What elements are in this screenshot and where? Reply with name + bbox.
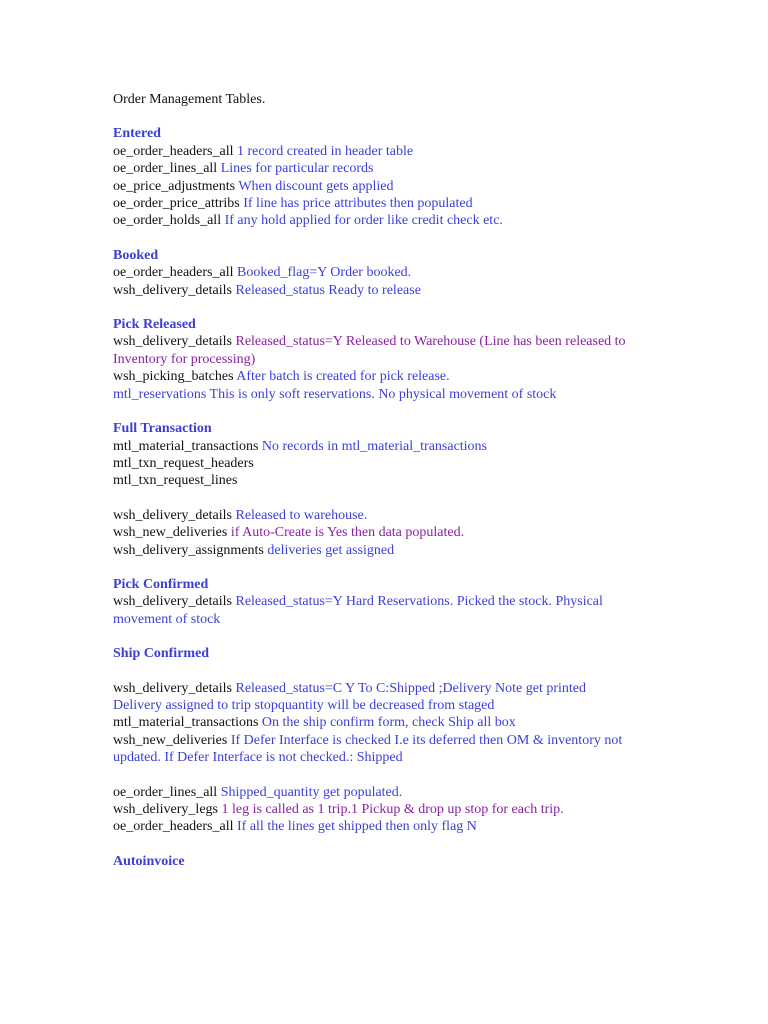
- section-entered: [113, 125, 658, 229]
- table-name: wsh_delivery_details: [113, 334, 232, 350]
- entry-line: [113, 524, 658, 541]
- table-name: wsh_new_deliveries: [113, 525, 228, 541]
- table-name: wsh_delivery_legs: [113, 802, 218, 817]
- paragraph-gap: [113, 767, 658, 784]
- section-pick-released: [113, 316, 658, 403]
- section-heading-entered: Entered: [113, 126, 161, 142]
- document-body: [113, 91, 658, 887]
- table-name: mtl_material_transactions: [113, 438, 259, 454]
- paragraph-gap: [113, 490, 658, 507]
- section-heading-pick-confirmed: Pick Confirmed: [113, 576, 209, 592]
- table-name: oe_order_lines_all: [113, 784, 218, 800]
- section-heading-ship-confirmed: Ship Confirmed: [113, 646, 210, 662]
- table-description: Booked_flag=Y Order booked.: [237, 265, 412, 281]
- section-heading-pick-released: Pick Released: [113, 317, 196, 333]
- entry-line: [113, 333, 658, 368]
- section-ship-confirmed: [113, 645, 658, 836]
- table-description: 1 leg is called as 1 trip.1 Pickup & drop up stop for each trip.: [221, 802, 564, 817]
- entry-line: [113, 212, 658, 229]
- table-name: oe_order_lines_all: [113, 161, 218, 177]
- entry-line: [113, 143, 658, 160]
- entry-line: [113, 784, 658, 801]
- entry-line: [113, 732, 658, 767]
- entry-line: [113, 282, 658, 299]
- table-description: No records in mtl_material_transactions: [261, 438, 488, 454]
- section-full-transaction: [113, 420, 658, 559]
- document-title: Order Management Tables.: [113, 92, 266, 107]
- entry-line: [113, 264, 658, 281]
- table-name: oe_order_headers_all: [113, 143, 234, 159]
- section-heading-autoinvoice: Autoinvoice: [113, 853, 185, 869]
- table-description: If Defer Interface is checked I.e its deferred then OM & inventory not updated. If Defer Interface is not checked.: Shipped: [113, 732, 623, 766]
- table-description: Released_status=C Y To C:Shipped ;Delivery Note get printed: [235, 680, 586, 696]
- table-name: oe_order_price_attribs: [113, 196, 240, 212]
- section-heading-booked: Booked: [113, 247, 159, 263]
- table-name: oe_order_headers_all: [113, 265, 234, 281]
- section-booked: [113, 247, 658, 299]
- table-description: If all the lines get shipped then only flag N: [237, 819, 477, 835]
- entry-line: [113, 178, 658, 195]
- entry-line: [113, 368, 658, 385]
- entry-line: [113, 818, 658, 835]
- table-description: Released_status=Y Released to Warehouse (Line has been released to Inventory for processing): [113, 334, 626, 367]
- paragraph-gap: [113, 663, 658, 680]
- table-name: oe_order_holds_all: [113, 213, 222, 229]
- table-name: wsh_delivery_details: [113, 507, 232, 523]
- table-description: deliveries get assigned: [267, 542, 395, 558]
- table-description: Released_status=Y Hard Reservations. Picked the stock. Physical movement of stock: [113, 594, 603, 627]
- entry-line: [113, 195, 658, 212]
- table-description: If line has price attributes then populated: [243, 196, 473, 212]
- section-autoinvoice: [113, 853, 658, 870]
- table-name: mtl_material_transactions: [113, 715, 259, 731]
- section-pick-confirmed: [113, 576, 658, 628]
- table-description: If any hold applied for order like credit check etc.: [224, 213, 503, 229]
- table-description: Shipped_quantity get populated.: [220, 784, 403, 800]
- table-name: wsh_new_deliveries: [113, 732, 228, 748]
- entry-line: [113, 680, 658, 697]
- table-name: wsh_delivery_details: [113, 680, 232, 696]
- section-heading-full-transaction: Full Transaction: [113, 421, 212, 437]
- entry-line: mtl_txn_request_lines: [113, 473, 238, 489]
- table-description: Released to warehouse.: [235, 507, 368, 523]
- table-description: if Auto-Create is Yes then data populated.: [230, 525, 465, 541]
- table-name: wsh_delivery_details: [113, 282, 232, 298]
- table-name: wsh_delivery_details: [113, 594, 232, 610]
- table-description: Lines for particular records: [220, 161, 374, 177]
- entry-line: [113, 801, 658, 818]
- table-name: oe_price_adjustments: [113, 178, 236, 194]
- entry-line: [113, 542, 658, 559]
- entry-line: [113, 507, 658, 524]
- table-name: wsh_delivery_assignments: [113, 542, 264, 558]
- table-name: wsh_picking_batches: [113, 369, 234, 385]
- table-name: oe_order_headers_all: [113, 819, 234, 835]
- table-description: After batch is created for pick release.: [236, 369, 450, 385]
- entry-line: mtl_txn_request_headers: [113, 455, 254, 471]
- table-description: 1 record created in header table: [237, 143, 414, 159]
- entry-line: Delivery assigned to trip stopquantity will be decreased from staged: [113, 697, 495, 713]
- entry-line: [113, 160, 658, 177]
- entry-line: [113, 438, 658, 455]
- entry-line: [113, 714, 658, 731]
- table-description: Released_status Ready to release: [235, 282, 421, 298]
- table-description: On the ship confirm form, check Ship all box: [261, 715, 516, 731]
- table-description: When discount gets applied: [238, 178, 394, 194]
- entry-line: mtl_reservations This is only soft reservations. No physical movement of stock: [113, 386, 557, 402]
- entry-line: [113, 593, 658, 628]
